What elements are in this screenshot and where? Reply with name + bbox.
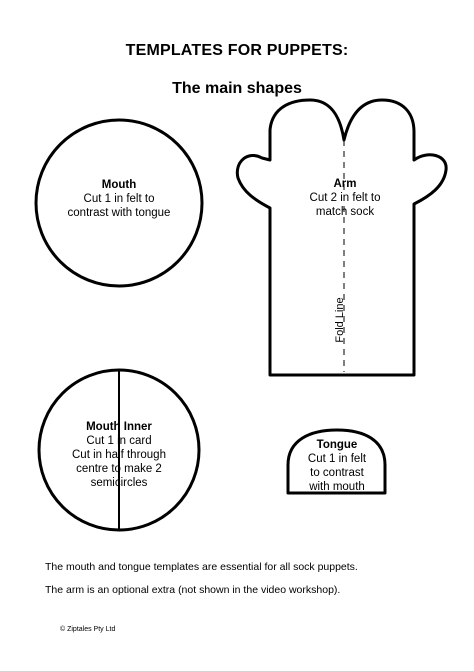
tongue-label [292,438,382,494]
arm-label [298,177,392,219]
arm-heading: Arm [333,178,357,190]
mouth-inner-instruction-line: Cut 1 in card [86,435,152,447]
note-optional-arm: The arm is an optional extra (not shown in the video workshop). [45,584,341,596]
mouth-inner-label [59,420,179,490]
copyright-notice: © Ziptales Pty Ltd [60,626,116,633]
arm-instruction-line: Cut 2 in felt to [309,192,381,204]
tongue-instruction-line: Cut 1 in felt [307,453,367,465]
mouth-label [59,178,179,220]
tongue-heading: Tongue [316,439,358,451]
arm-instruction-line: match sock [315,206,375,218]
tongue-instruction-line: to contrast [310,467,364,479]
page-title: TEMPLATES FOR PUPPETS: [125,42,349,59]
mouth-inner-heading: Mouth Inner [86,421,152,433]
mouth-inner-instruction-line: Cut in half through [72,449,166,461]
page-subtitle: The main shapes [172,80,302,97]
mouth-instruction-line: contrast with tongue [67,207,171,219]
mouth-inner-instruction-line: centre to make 2 [76,463,162,475]
tongue-instruction-line: with mouth [309,481,365,493]
fold-line-label: Fold Line [334,297,346,343]
note-essential-templates: The mouth and tongue templates are essential for all sock puppets. [45,561,358,573]
mouth-heading: Mouth [101,179,137,191]
mouth-inner-instruction-line: semicircles [90,477,148,489]
mouth-instruction-line: Cut 1 in felt to [83,193,155,205]
